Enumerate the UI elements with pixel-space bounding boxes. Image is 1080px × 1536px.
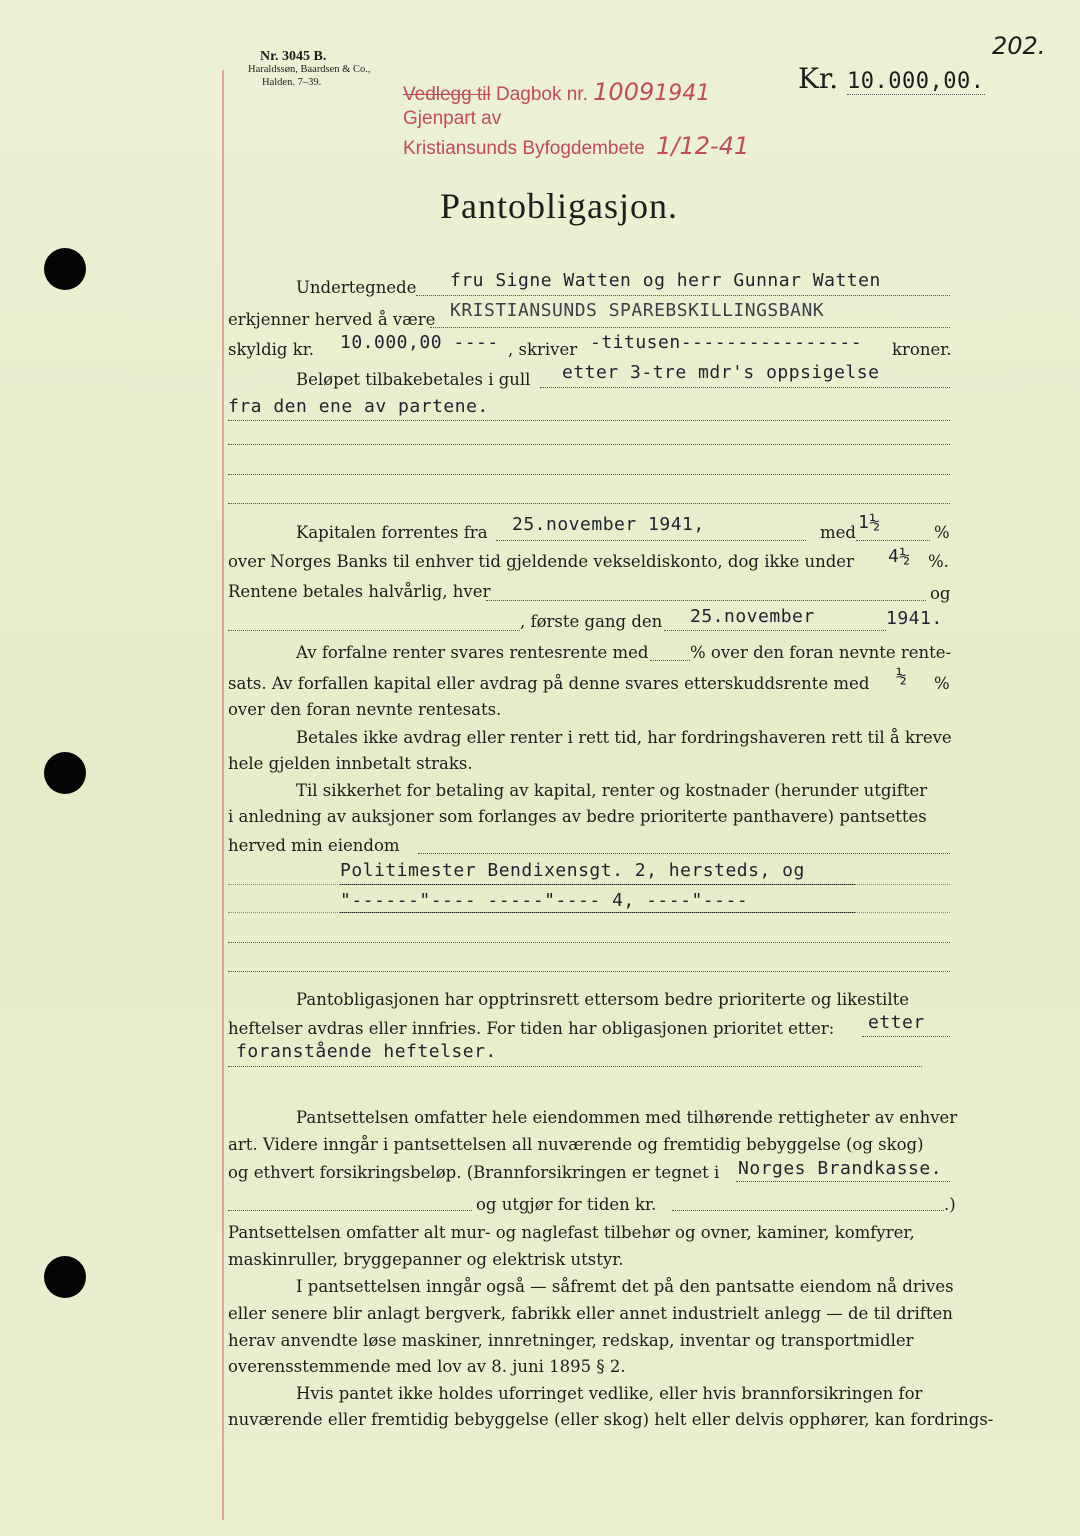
stamp-gjenpart: Gjenpart av xyxy=(403,108,502,129)
betales-line-2: hele gjelden innbetalt straks. xyxy=(228,754,473,773)
priority-text-2: foranstående heftelser. xyxy=(236,1041,497,1062)
hvis-line-2: nuværende eller fremtidig bebyggelse (eller skog) helt eller delvis opphører, kan fordrings- xyxy=(228,1410,994,1429)
dagbok-number: 1009 xyxy=(593,78,655,106)
belopet-label: Beløpet tilbakebetales i gull xyxy=(296,370,531,389)
percent-end: % xyxy=(934,674,950,693)
undertegnede-label: Undertegnede xyxy=(296,278,417,297)
printer-place: Halden. 7–39. xyxy=(262,77,322,88)
property-line-4 xyxy=(228,971,950,972)
blank-line-2 xyxy=(228,474,950,475)
pants-line-3: og ethvert forsikringsbeløp. (Brannforsikringen er tegnet i xyxy=(228,1163,720,1182)
erkjenner-label: erkjenner herved å være xyxy=(228,310,436,329)
inngar-line-1: I pantsettelsen inngår også — såfremt det på den pantsatte eiendom nå drives xyxy=(296,1277,954,1296)
property-line-2 xyxy=(228,912,950,913)
rentene-line xyxy=(486,600,926,601)
punch-hole-middle xyxy=(44,752,86,794)
interest-from-date: 25.november 1941, xyxy=(512,514,705,535)
sats-text: sats. Av forfallen kapital eller avdrag på denne svares etterskuddsrente med xyxy=(228,674,870,693)
inngar-line-4: overensstemmende med lov av 8. juni 1895 § 2. xyxy=(228,1357,626,1376)
priority-text-1: etter xyxy=(868,1012,925,1033)
av-forfalne-text: Av forfalne renter svares rentesrente med xyxy=(296,643,649,662)
repayment-line-2 xyxy=(228,420,950,421)
page-number: 202. xyxy=(992,32,1046,60)
printer-imprint xyxy=(248,50,370,89)
forste-gang-label: , første gang den xyxy=(520,612,663,631)
property-line-3 xyxy=(228,942,950,943)
punch-hole-bottom xyxy=(44,1256,86,1298)
margin-rule xyxy=(222,70,224,1520)
blank-line-1 xyxy=(228,444,950,445)
eiendom-line xyxy=(418,853,950,854)
utgjor-line-left xyxy=(228,1210,472,1211)
pants-line-4-end: .) xyxy=(944,1195,956,1214)
first-date-line xyxy=(664,630,886,631)
stamp-line-1 xyxy=(403,78,710,106)
amount-header xyxy=(798,62,985,95)
interest-rate: 1½ xyxy=(858,512,881,533)
repayment-line xyxy=(540,387,950,388)
stamp-struck-text: Vedlegg til xyxy=(403,84,491,105)
panto-line-2: heftelser avdras eller innfries. For tiden har obligasjonen prioritet etter: xyxy=(228,1019,835,1038)
sikkerhet-line-2: i anledning av auksjoner som forlanges av bedre prioriterte panthavere) pantsettes xyxy=(228,807,927,826)
pants-line-2: art. Videre inngår i pantsettelsen all nuværende og fremtidig bebyggelse (og skog) xyxy=(228,1135,924,1154)
printer-number: Nr. 3045 B. xyxy=(260,49,327,64)
inngar-line-2: eller senere blir anlagt bergverk, fabrikk eller annet industrielt anlegg — de til driften xyxy=(228,1304,953,1323)
pants-line-5: Pantsettelsen omfatter alt mur- og naglefast tilbehør og ovner, kaminer, komfyrer, xyxy=(228,1223,915,1242)
stamp-line-3 xyxy=(403,132,749,160)
stamp-office: Kristiansunds Byfogdembete xyxy=(403,138,645,159)
priority-line-2 xyxy=(228,1066,922,1067)
rentene-label: Rentene betales halvårlig, hver xyxy=(228,582,491,601)
over-den-foran-text: % over den foran nevnte rente- xyxy=(690,643,952,662)
kr-amount: 10.000,00. xyxy=(847,69,985,94)
inngar-line-3: herav anvendte løse maskiner, innretninger, redskap, inventar og transportmidler xyxy=(228,1331,914,1350)
over-norges-text: over Norges Banks til enhver tid gjeldende vekseldiskonto, dog ikke under xyxy=(228,552,854,571)
over-den-rentesats: over den foran nevnte rentesats. xyxy=(228,700,502,719)
repayment-terms-2: fra den ene av partene. xyxy=(228,396,489,417)
minimum-rate: 4½ xyxy=(888,546,911,567)
panto-line-1: Pantobligasjonen har opptrinsrett ettersom bedre prioriterte og likestilte xyxy=(296,990,909,1009)
hvis-line-1: Hvis pantet ikke holdes uforringet vedlike, eller hvis brannforsikringen for xyxy=(296,1384,923,1403)
pants-line-4: og utgjør for tiden kr. xyxy=(476,1195,657,1214)
skyldig-label: skyldig kr. xyxy=(228,340,315,359)
priority-line xyxy=(862,1036,950,1037)
document-title: Pantobligasjon. xyxy=(440,186,678,226)
amount-words: -titusen---------------- xyxy=(590,332,863,353)
property-address-1: Politimester Bendixensgt. 2, hersteds, og xyxy=(340,860,805,881)
property-address-2: "------"---- -----"---- 4, ----"---- xyxy=(340,890,749,911)
kapitalen-label: Kapitalen forrentes fra xyxy=(296,523,488,542)
blank-line-3 xyxy=(228,503,950,504)
insurer-line xyxy=(736,1181,950,1182)
first-payment-date: 25.november xyxy=(690,606,815,627)
late-interest-rate: ½ xyxy=(896,666,908,687)
property-line-1 xyxy=(228,884,950,885)
punch-hole-top xyxy=(44,248,86,290)
pants-line-1: Pantsettelsen omfatter hele eiendommen med tilhørende rettigheter av enhver xyxy=(296,1108,958,1127)
creditor-name: KRISTIANSUNDS SPAREBSKILLINGSBANK xyxy=(450,300,825,321)
kr-label: Kr. xyxy=(798,62,839,95)
repayment-terms-1: etter 3-tre mdr's oppsigelse xyxy=(562,362,880,383)
first-payment-year: 1941. xyxy=(886,608,943,629)
stamp-dagbok-label: Dagbok nr. xyxy=(495,84,588,105)
percent-dot: %. xyxy=(928,552,949,571)
skriver-label: , skriver xyxy=(508,340,578,359)
dagbok-year: 1941 xyxy=(654,81,711,106)
pants-line-6: maskinruller, bryggepanner og elektrisk utstyr. xyxy=(228,1250,624,1269)
insurer-name: Norges Brandkasse. xyxy=(738,1158,943,1179)
interest-from-line xyxy=(496,540,806,541)
rentesrente-line xyxy=(650,660,690,661)
utgjor-line-right xyxy=(672,1210,944,1211)
sikkerhet-line-3: herved min eiendom xyxy=(228,836,400,855)
og-label: og xyxy=(930,584,951,603)
rate-line xyxy=(856,540,930,541)
stamp-date: 1/12-41 xyxy=(656,132,750,160)
kroner-label: kroner. xyxy=(892,340,952,359)
betales-line-1: Betales ikke avdrag eller renter i rett tid, har fordringshaveren rett til å kreve xyxy=(296,728,952,747)
sikkerhet-line-1: Til sikkerhet for betaling av kapital, renter og kostnader (herunder utgifter xyxy=(296,781,928,800)
debtor-names: fru Signe Watten og herr Gunnar Watten xyxy=(450,270,881,291)
forste-gang-line xyxy=(228,630,520,631)
printer-name: Haraldssøn, Baardsen & Co., xyxy=(248,64,371,75)
percent-sign: % xyxy=(934,523,950,542)
debtor-line xyxy=(416,295,950,296)
amount-digits: 10.000,00 ---- xyxy=(340,332,499,353)
creditor-line xyxy=(430,327,950,328)
med-label: med xyxy=(820,523,856,542)
